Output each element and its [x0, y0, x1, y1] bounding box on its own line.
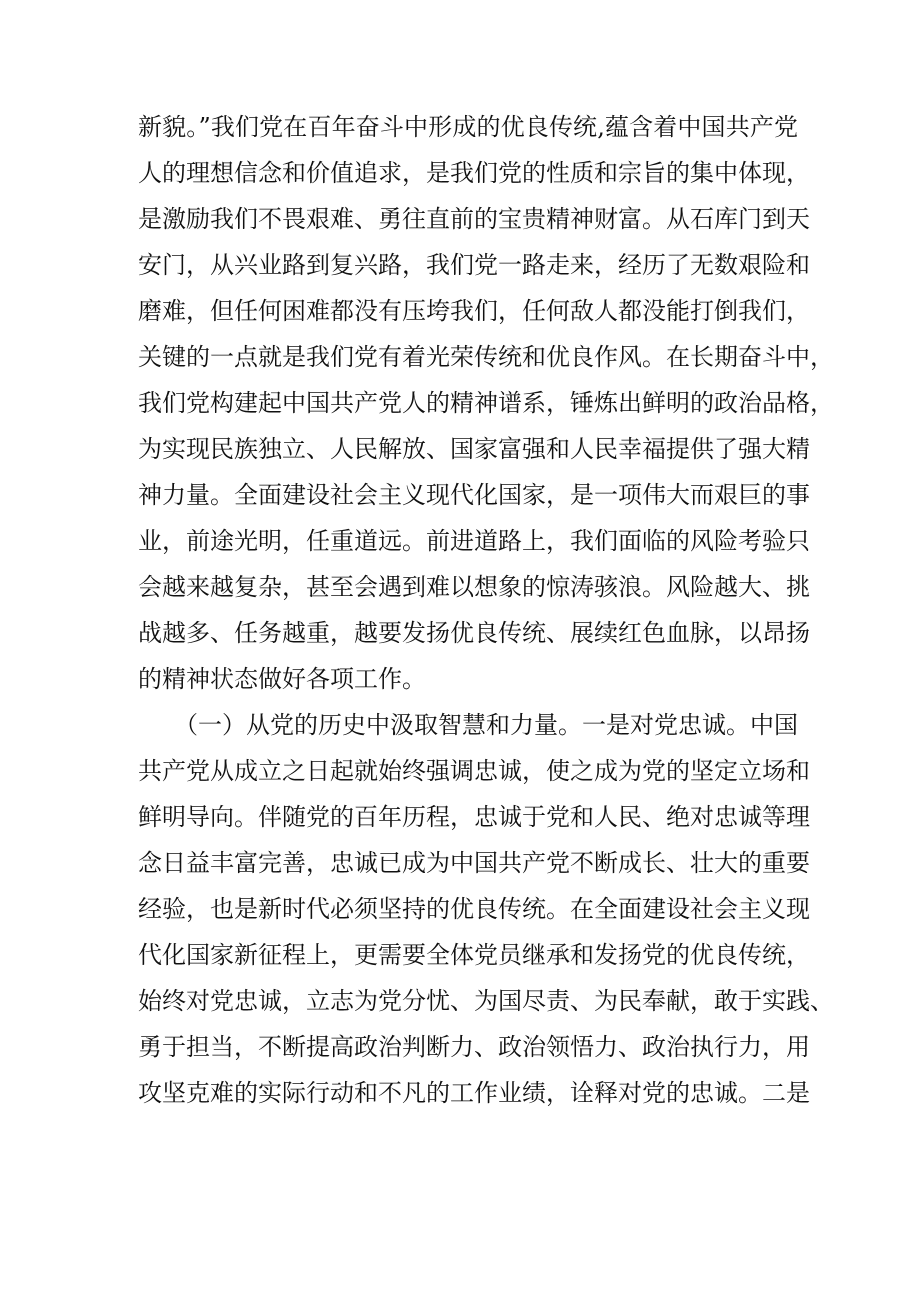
paragraph-1-line-5: 磨难，但任何困难都没有压垮我们，任何敌人都没能打倒我们，: [138, 297, 810, 325]
paragraph-2-line-9: 攻坚克难的实际行动和不凡的工作业绩，诠释对党的忠诚。二是: [138, 1079, 810, 1107]
paragraph-2-line-5: 经验，也是新时代必须坚持的优良传统。在全面建设社会主义现: [138, 895, 810, 923]
paragraph-2-line-2: 共产党从成立之日起就始终强调忠诚，使之成为党的坚定立场和: [138, 757, 810, 785]
paragraph-1-line-6: 关键的一点就是我们党有着光荣传统和优良作风。在长期奋斗中，: [138, 343, 834, 371]
paragraph-1-line-12: 战越多、任务越重，越要发扬优良传统、展续红色血脉，以昂扬: [138, 619, 810, 647]
paragraph-1-line-3: 是激励我们不畏艰难、勇往直前的宝贵精神财富。从石库门到天: [138, 205, 810, 233]
paragraph-1-line-8: 为实现民族独立、人民解放、国家富强和人民幸福提供了强大精: [138, 435, 810, 463]
paragraph-1-line-1: 新貌。”我们党在百年奋斗中形成的优良传统,蕴含着中国共产党: [138, 113, 798, 141]
paragraph-2-line-8: 勇于担当，不断提高政治判断力、政治领悟力、政治执行力，用: [138, 1033, 810, 1061]
paragraph-1-line-10: 业，前途光明，任重道远。前进道路上，我们面临的风险考验只: [138, 527, 810, 555]
paragraph-1-line-11: 会越来越复杂，甚至会遇到难以想象的惊涛骇浪。风险越大、挑: [138, 573, 810, 601]
paragraph-2-line-4: 念日益丰富完善，忠诚已成为中国共产党不断成长、壮大的重要: [138, 849, 810, 877]
paragraph-1-line-4: 安门，从兴业路到复兴路，我们党一路走来，经历了无数艰险和: [138, 251, 810, 279]
paragraph-1-line-13: 的精神状态做好各项工作。: [138, 665, 426, 693]
paragraph-2-line-1: （一）从党的历史中汲取智慧和力量。一是对党忠诚。中国: [174, 711, 798, 739]
paragraph-2-line-6: 代化国家新征程上，更需要全体党员继承和发扬党的优良传统，: [138, 941, 810, 969]
paragraph-1-line-9: 神力量。全面建设社会主义现代化国家，是一项伟大而艰巨的事: [138, 481, 810, 509]
paragraph-2-line-7: 始终对党忠诚，立志为党分忧、为国尽责、为民奉献，敢于实践、: [138, 987, 834, 1015]
paragraph-2-line-3: 鲜明导向。伴随党的百年历程，忠诚于党和人民、绝对忠诚等理: [138, 803, 810, 831]
paragraph-1-line-7: 我们党构建起中国共产党人的精神谱系，锤炼出鲜明的政治品格，: [138, 389, 834, 417]
paragraph-1-line-2: 人的理想信念和价值追求，是我们党的性质和宗旨的集中体现，: [138, 159, 810, 187]
